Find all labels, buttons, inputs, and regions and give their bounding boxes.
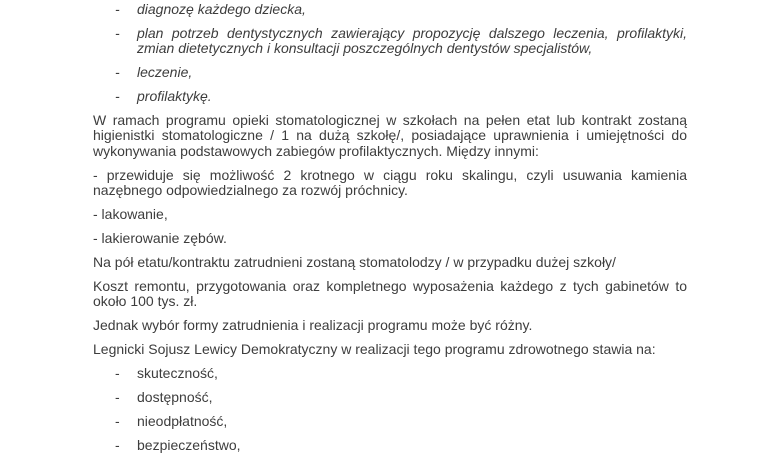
list-item	[93, 390, 687, 405]
list-dash-marker: -	[115, 88, 120, 105]
list-item	[93, 26, 687, 57]
list-item-text: leczenie,	[137, 64, 193, 81]
list-item-text: profilaktykę.	[137, 88, 212, 105]
paragraph-program-hygienists: W ramach programu opieki stomatologicznej w szkołach na pełen etat lub kontrakt zostaną higienistki stomatologiczne / 1 na dużą szkołę/, posiadające uprawnienia i umiejętności do wykonywania podstawowych zabiegów profilaktycznych. Między innymi:	[93, 112, 687, 159]
paragraph-dentists-employment: Na pół etatu/kontraktu zatrudnieni zostaną stomatolodzy / w przypadku dużej szkoły/	[93, 253, 616, 270]
paragraph-employment-form: Jednak wybór formy zatrudnienia i realizacji programu może być różny.	[93, 317, 533, 334]
paragraph-scaling: - przewiduje się możliwość 2 krotnego w ciągu roku skalingu, czyli usuwania kamienia nazębnego odpowiedzialnego za rozwój próchnicy.	[93, 166, 687, 199]
list-dash-marker: -	[115, 412, 120, 429]
program-priorities-list	[93, 366, 687, 453]
list-item-text: plan potrzeb dentystycznych zawierający propozycję dalszego leczenia, profilaktyki, zmian dietetycznych i konsultacji poszczególnych dentystów specjalistów,	[137, 24, 687, 57]
list-dash-marker: -	[115, 64, 120, 81]
list-dash-marker: -	[115, 388, 120, 405]
list-item	[93, 89, 687, 104]
list-dash-marker: -	[115, 436, 120, 453]
list-item-text: skuteczność,	[137, 364, 218, 381]
list-item	[93, 438, 687, 453]
list-item	[93, 414, 687, 429]
list-dash-marker: -	[115, 364, 120, 381]
paragraph-lakierowanie: - lakierowanie zębów.	[93, 229, 227, 246]
list-item	[93, 2, 687, 17]
list-dash-marker: -	[115, 24, 120, 41]
paragraph-lakowanie: - lakowanie,	[93, 206, 168, 223]
list-item	[93, 65, 687, 80]
list-item-text: nieodpłatność,	[137, 412, 228, 429]
list-item-text: diagnozę każdego dziecka,	[137, 1, 306, 17]
paragraph-sld-priorities-intro: Legnicki Sojusz Lewicy Demokratyczny w realizacji tego programu zdrowotnego stawia na:	[93, 341, 656, 357]
list-dash-marker: -	[115, 1, 120, 17]
list-item-text: dostępność,	[137, 388, 213, 405]
list-item-text: bezpieczeństwo,	[137, 436, 241, 453]
dental-care-scope-list	[93, 2, 687, 105]
paragraph-renovation-cost: Koszt remontu, przygotowania oraz kompletnego wyposażenia każdego z tych gabinetów to około 100 tys. zł.	[93, 277, 687, 310]
list-item	[93, 366, 687, 381]
document-content	[93, 2, 687, 462]
